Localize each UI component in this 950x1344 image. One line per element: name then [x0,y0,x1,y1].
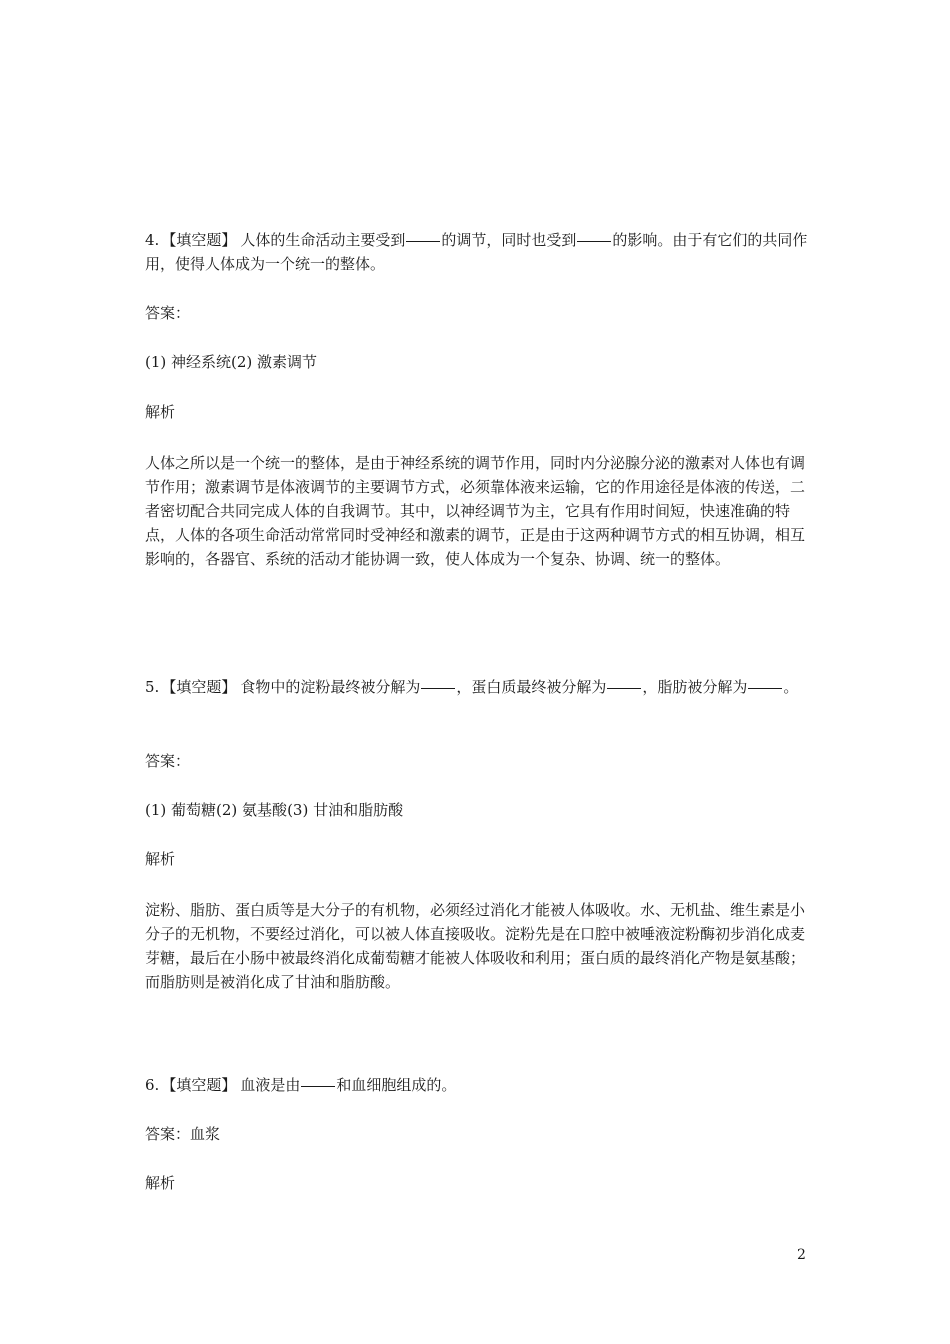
question-4-answers [145,350,810,374]
question-number: 6. [145,1076,160,1094]
blank-line [421,687,455,689]
blank-line [577,240,611,242]
question-type: 【填空题】 [161,231,237,249]
answer-item: (2) 氨基酸 [216,801,288,819]
stem-text: 的影响。由于有它们的共同作用，使得人体成为一个统一的整体。 [145,231,808,273]
question-type: 【填空题】 [161,1076,237,1094]
page-number: 2 [797,1247,806,1263]
answer-item: (1) 葡萄糖 [145,801,217,819]
stem-text: 血液是由 [240,1076,301,1094]
blank-line [607,687,641,689]
stem-text: 和血细胞组成的。 [336,1076,457,1094]
analysis-label: 解析 [145,403,176,421]
question-6-answer [145,1122,810,1146]
question-4-stem [145,228,810,276]
stem-text: 的调节，同时也受到 [441,231,577,249]
stem-text: 人体的生命活动主要受到 [240,231,406,249]
question-5-stem [145,675,810,699]
question-type: 【填空题】 [161,678,237,696]
stem-text: ，蛋白质最终被分解为 [456,678,607,696]
question-number: 5. [145,678,160,696]
question-5-answers [145,798,810,822]
blank-line [748,687,782,689]
stem-text: 。 [783,678,799,696]
blank-line [301,1085,335,1087]
question-6-stem [145,1073,810,1097]
blank-line [406,240,440,242]
question-4-analysis: 人体之所以是一个统一的整体，是由于神经系统的调节作用，同时内分泌腺分泌的激素对人体也有调节作用；激素调节是体液调节的主要调节方式，必须靠体液来运输，它的作用途径是体液的传送，二者密切配合共同完成人体的自我调节。其中，以神经调节为主，它具有作用时间短，快速准确的特点，人体的各项生命活动常常同时受神经和激素的调节，正是由于这两种调节方式的相互协调，相互影响的，各器官、系统的活动才能协调一致，使人体成为一个复杂、协调、统一的整体。 [145,454,806,568]
answer-item: (1) 神经系统 [145,353,232,371]
answer-item: (2) 激素调节 [231,353,318,371]
answer-label: 答案： [145,1125,191,1143]
analysis-label: 解析 [145,850,176,868]
answer-label: 答案： [145,304,191,322]
answer-item: (3) 甘油和脂肪酸 [287,801,404,819]
analysis-label: 解析 [145,1174,176,1192]
stem-text: ，脂肪被分解为 [642,678,748,696]
question-5-analysis: 淀粉、脂肪、蛋白质等是大分子的有机物，必须经过消化才能被人体吸收。水、无机盐、维生素是小分子的无机物，不要经过消化，可以被人体直接吸收。淀粉先是在口腔中被唾液淀粉酶初步消化成麦芽糖，最后在小肠中被最终消化成葡萄糖才能被人体吸收和利用；蛋白质的最终消化产物是氨基酸；而脂肪则是被消化成了甘油和脂肪酸。 [145,901,806,991]
stem-text: 食物中的淀粉最终被分解为 [240,678,421,696]
question-number: 4. [145,231,160,249]
answer-label: 答案： [145,752,191,770]
answer-item: 血浆 [190,1125,221,1143]
